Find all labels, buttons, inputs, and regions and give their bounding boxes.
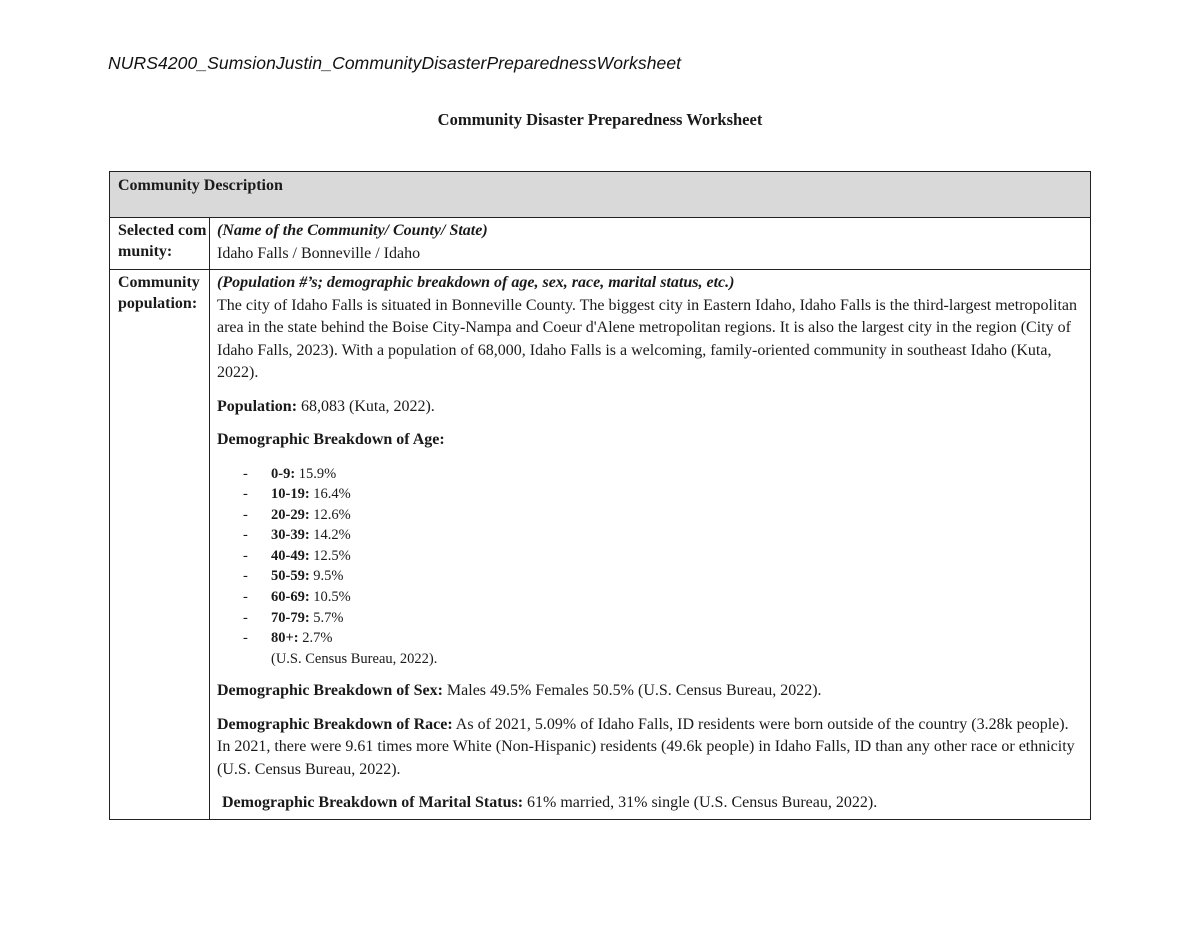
- list-item: [243, 464, 1082, 485]
- age-percent: 9.5%: [309, 568, 344, 585]
- age-percent: 10.5%: [309, 589, 351, 606]
- population-paragraph: [217, 396, 1082, 419]
- sex-label: Demographic Breakdown of Sex:: [217, 682, 443, 700]
- section-title: Community Description: [110, 172, 1091, 218]
- sex-value: Males 49.5% Females 50.5% (U.S. Census Bureau, 2022).: [442, 682, 822, 700]
- list-item: [243, 525, 1082, 546]
- age-percent: 12.6%: [309, 506, 351, 523]
- population-value: 68,083 (Kuta, 2022).: [297, 397, 435, 415]
- race-breakdown-paragraph: [217, 714, 1082, 782]
- age-range: 80+:: [271, 630, 299, 647]
- list-item: [243, 587, 1082, 608]
- list-item: [243, 628, 1082, 649]
- community-description-table: [109, 171, 1091, 820]
- race-label: Demographic Breakdown of Race:: [217, 715, 453, 733]
- age-percent: 16.4%: [309, 486, 351, 503]
- list-item: [243, 608, 1082, 629]
- age-range: 20-29:: [271, 506, 310, 523]
- age-range: 60-69:: [271, 589, 310, 606]
- age-range: 70-79:: [271, 609, 310, 626]
- age-percent: 5.7%: [309, 609, 344, 626]
- age-range: 40-49:: [271, 547, 310, 564]
- selected-community-row: [110, 218, 1091, 270]
- age-source-citation: (U.S. Census Bureau, 2022).: [271, 650, 438, 667]
- race-value: As of 2021, 5.09% of Idaho Falls, ID residents were born outside of the country (3.28k people). In 2021, there were 9.61 times more White (Non-Hispanic) residents (49.6k people) in Idaho Falls, ID than any other race or ethnicity (U.S. Census Bureau, 2022).: [217, 715, 1075, 778]
- list-dash: -: [243, 465, 248, 482]
- selected-community-prompt: (Name of the Community/ County/ State): [217, 222, 488, 239]
- age-range: 0-9:: [271, 465, 296, 482]
- marital-value: 61% married, 31% single (U.S. Census Bureau, 2022).: [523, 794, 878, 812]
- list-dash: -: [243, 568, 248, 585]
- age-percent: 15.9%: [295, 465, 337, 482]
- age-range: 10-19:: [271, 486, 310, 503]
- document-title: Community Disaster Preparedness Worksheet: [437, 110, 763, 129]
- list-item: [243, 484, 1082, 505]
- population-label: Population:: [217, 397, 298, 415]
- document-header-filename: NURS4200_SumsionJustin_CommunityDisasterPreparednessWorksheet: [108, 53, 682, 73]
- selected-community-content: [210, 218, 1091, 270]
- list-dash: -: [243, 609, 248, 626]
- section-header-row: [110, 172, 1091, 218]
- population-intro-paragraph: The city of Idaho Falls is situated in Bonneville County. The biggest city in Eastern Idaho, Idaho Falls is the third-largest metropolitan area in the state behind the Boise City-Nampa and Coeur d'Alene metropolitan regions. It is also the largest city in the region (City of Idaho Falls, 2023). With a population of 68,000, Idaho Falls is a welcoming, family-oriented community in southeast Idaho (Kuta, 2022).: [217, 296, 1077, 381]
- community-population-label: Community population:: [110, 270, 210, 820]
- marital-breakdown-paragraph: [217, 792, 1082, 815]
- list-dash: -: [243, 527, 248, 544]
- age-range: 30-39:: [271, 527, 310, 544]
- selected-community-value: Idaho Falls / Bonneville / Idaho: [217, 244, 421, 262]
- population-prompt: (Population #’s; demographic breakdown of age, sex, race, marital status, etc.): [217, 274, 735, 291]
- age-percent: 2.7%: [298, 630, 333, 647]
- age-percent: 14.2%: [309, 527, 351, 544]
- age-breakdown-list: [217, 464, 1082, 649]
- community-population-content: [210, 270, 1091, 820]
- selected-community-label: Selected community:: [110, 218, 210, 270]
- list-item: [243, 505, 1082, 526]
- list-dash: -: [243, 630, 248, 647]
- list-dash: -: [243, 486, 248, 503]
- list-dash: -: [243, 506, 248, 523]
- age-percent: 12.5%: [309, 547, 351, 564]
- age-range: 50-59:: [271, 568, 310, 585]
- marital-label: Demographic Breakdown of Marital Status:: [222, 794, 524, 812]
- list-dash: -: [243, 547, 248, 564]
- age-heading: Demographic Breakdown of Age:: [217, 431, 445, 448]
- list-item: [243, 566, 1082, 587]
- list-item: [243, 546, 1082, 567]
- list-dash: -: [243, 589, 248, 606]
- community-population-row: [110, 270, 1091, 820]
- sex-breakdown-paragraph: [217, 680, 1082, 703]
